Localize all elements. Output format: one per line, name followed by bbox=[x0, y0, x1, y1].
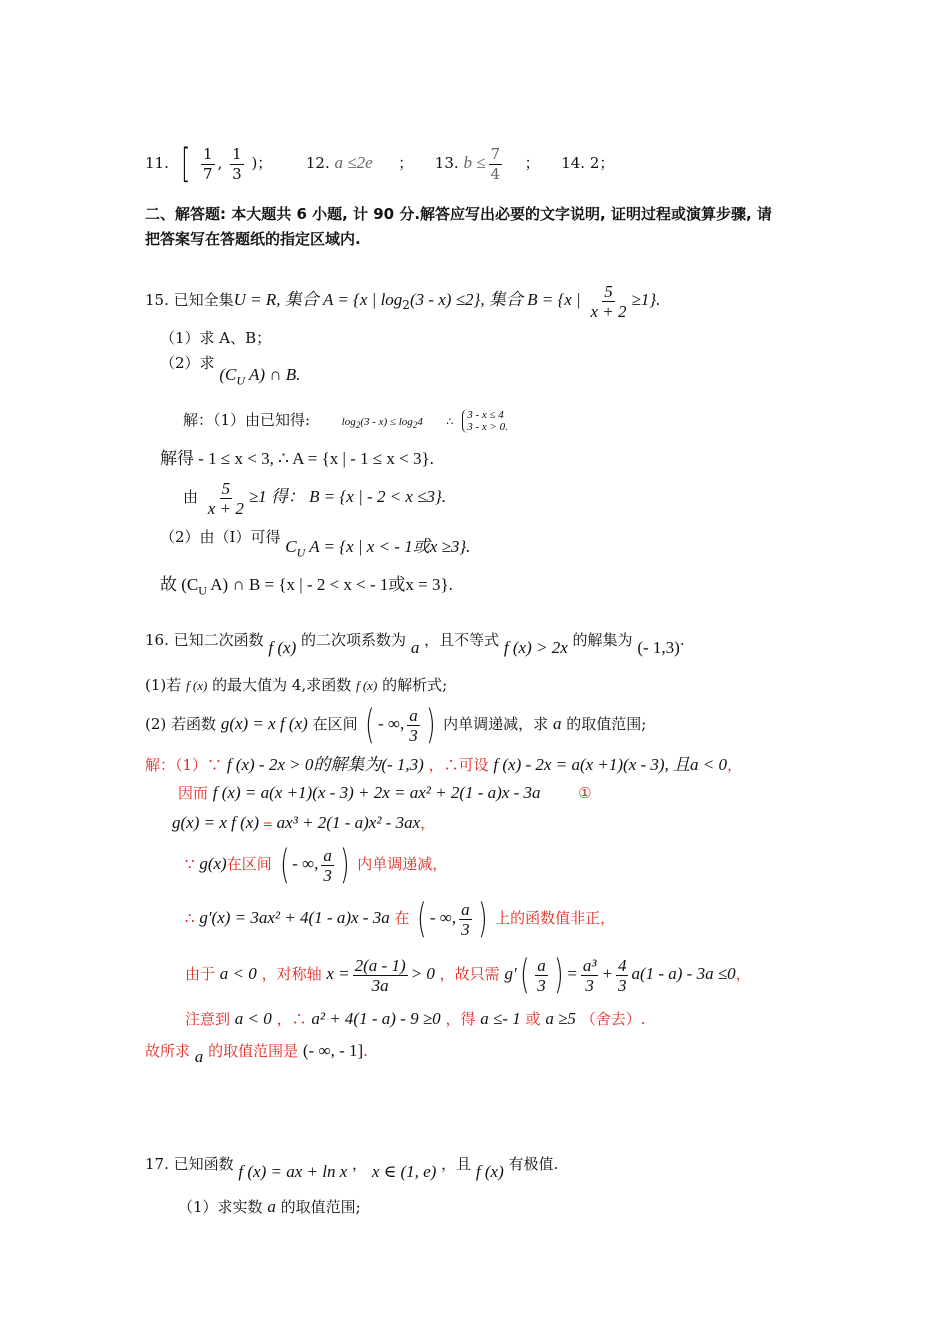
q16-part1: (1)若 f (x) 的最大值为 4,求函数 f (x) 的解析式; bbox=[145, 676, 448, 694]
q15-line4: 故 ($C_U$ A) ∩ B = {x | - 2 < x < - 1或x = 3}. bbox=[160, 575, 453, 598]
q13-label: 13. bbox=[434, 154, 459, 172]
q16-sol-line6: 由于 a < 0 ，对称轴 x = $\frac{2(a - 1)}{3a}$ > 0 ，故只需 g′( $\frac{a}{3}$ ) = $\frac{\text{a³}}{3}$ + $\frac{4}{3}$ a(1 - a) - 3a ≤0， bbox=[185, 952, 751, 998]
q16-sol-line4: ∵ g(x)在区间 ( - ∞, $\frac{a}{3}$ ) 内单调递减， bbox=[185, 842, 448, 888]
q16-four-third-frac: $\frac{4}{3}$ bbox=[617, 955, 627, 995]
left-bracket: [ bbox=[180, 141, 191, 187]
q16-sol-line3: g(x) = x f (x) = ax³ + 2(1 - a)x² - 3ax， bbox=[172, 813, 436, 832]
q11-label: 11. bbox=[145, 154, 169, 172]
separator: ； bbox=[398, 154, 414, 172]
q16-sol-line5-frac: $\frac{a}{3}$ bbox=[461, 899, 470, 939]
q15-solution-start: 解：（1）由已知得: $\log_2(3 - x) \le \log_24$ ∴ 3 - x ≤ 4 3 - x > 0. bbox=[183, 409, 508, 433]
q16-sol-line8: 故所求 a 的取值范围是 (- ∞, - 1]. bbox=[145, 1041, 368, 1066]
q15-part1: （1）求 A、B； bbox=[160, 329, 272, 347]
q15-stem: 15. 已知全集U = R, 集合 A = {x | $\log_2(3 - x) \le 2$}, 集合 B = {x | $\frac{5}{x + 2}$ ≥1}. bbox=[145, 281, 661, 321]
q15-part2: （2）求 ($C_U$ A) ∩ B. bbox=[160, 354, 301, 388]
q17-stem: 17. 已知函数 f (x) = ax + ln x ， x ∈ (1, e) ，且 f (x) 有极值. bbox=[145, 1155, 559, 1181]
q15-frac: $\frac{5}{x + 2}$ bbox=[590, 281, 627, 321]
q15-line3: （2）由（I）可得 $C_U$ A = {x | x < - 1或x ≥3}. bbox=[160, 528, 471, 560]
q16-axis-frac: $\frac{2(a - 1)}{3a}$ bbox=[354, 955, 406, 995]
answers-line: 11. [ $\frac{1}{7}$ , $\frac{1}{3}$ )； 12. a ≤2e ； 13. b ≤ $\frac{7}{4}$ ； 14. 2； bbox=[145, 141, 615, 187]
q15-line2: 由 $\frac{5}{x + 2}$ ≥1 得： B = {x | - 2 < x ≤3}. bbox=[183, 478, 447, 518]
q14-answer: 14. 2； bbox=[561, 154, 615, 172]
q17-part1: （1）求实数 a 的取值范围; bbox=[178, 1197, 361, 1216]
q11-frac2: $\frac{1}{3}$ bbox=[232, 144, 242, 183]
q11-frac1: $\frac{1}{7}$ bbox=[203, 144, 213, 183]
section-header-line2: 把答案写在答题纸的指定区域内. bbox=[145, 230, 361, 248]
separator-2: ； bbox=[524, 154, 540, 172]
q16-sol-line5: ∴ g′(x) = 3ax² + 4(1 - a)x - 3a 在 ( - ∞, $\frac{a}{3}$ ) 上的函数值非正， bbox=[185, 896, 616, 942]
q16-sol-line1: 解：（1）∵ f (x) - 2x > 0的解集为(- 1,3) ，∴可设 f (x) - 2x = a(x +1)(x - 3), 且a < 0， bbox=[145, 755, 743, 774]
q12-label: 12. bbox=[305, 154, 330, 172]
q16-sol-line7: 注意到 a < 0 ，∴ a² + 4(1 - a) - 9 ≥0 ，得 a ≤- 1 或 a ≥5 （舍去）. bbox=[185, 1009, 646, 1028]
q16-part2: (2) 若函数 g(x) = x f (x) 在区间 ( - ∞, $\frac{a}{3}$ ) 内单调递减，求 a 的取值范围; bbox=[145, 702, 647, 748]
q12-answer: a ≤2e bbox=[334, 153, 373, 172]
q16-g-arg-frac: $\frac{a}{3}$ bbox=[537, 955, 546, 995]
q13-answer: b ≤ bbox=[463, 153, 486, 172]
q16-sol-line4-frac: $\frac{a}{3}$ bbox=[323, 845, 332, 885]
q13-frac: $\frac{7}{4}$ bbox=[490, 144, 501, 183]
q15-system: 3 - x ≤ 4 3 - x > 0. bbox=[462, 409, 508, 433]
q16-cube-frac: $\frac{\text{a³}}{3}$ bbox=[582, 955, 597, 995]
q16-part2-frac: $\frac{a}{3}$ bbox=[409, 705, 418, 745]
q16-sol-line2: 因而 f (x) = a(x +1)(x - 3) + 2x = ax² + 2(1 - a)x - 3a ① bbox=[178, 783, 592, 802]
section-header-line1: 二、解答题: 本大题共 6 小题, 计 90 分.解答应写出必要的文字说明, 证明过程或演算步骤, 请 bbox=[145, 205, 772, 223]
q16-stem: 16. 已知二次函数 f (x) 的二次项系数为 a ，且不等式 f (x) > 2x 的解集为 (- 1,3). bbox=[145, 631, 685, 657]
q11-close: )； bbox=[251, 154, 273, 172]
q15-line1: 解得 - 1 ≤ x < 3, ∴ A = {x | - 1 ≤ x < 3}. bbox=[160, 449, 434, 468]
q15-line2-frac: $\frac{5}{x + 2}$ bbox=[207, 478, 244, 518]
